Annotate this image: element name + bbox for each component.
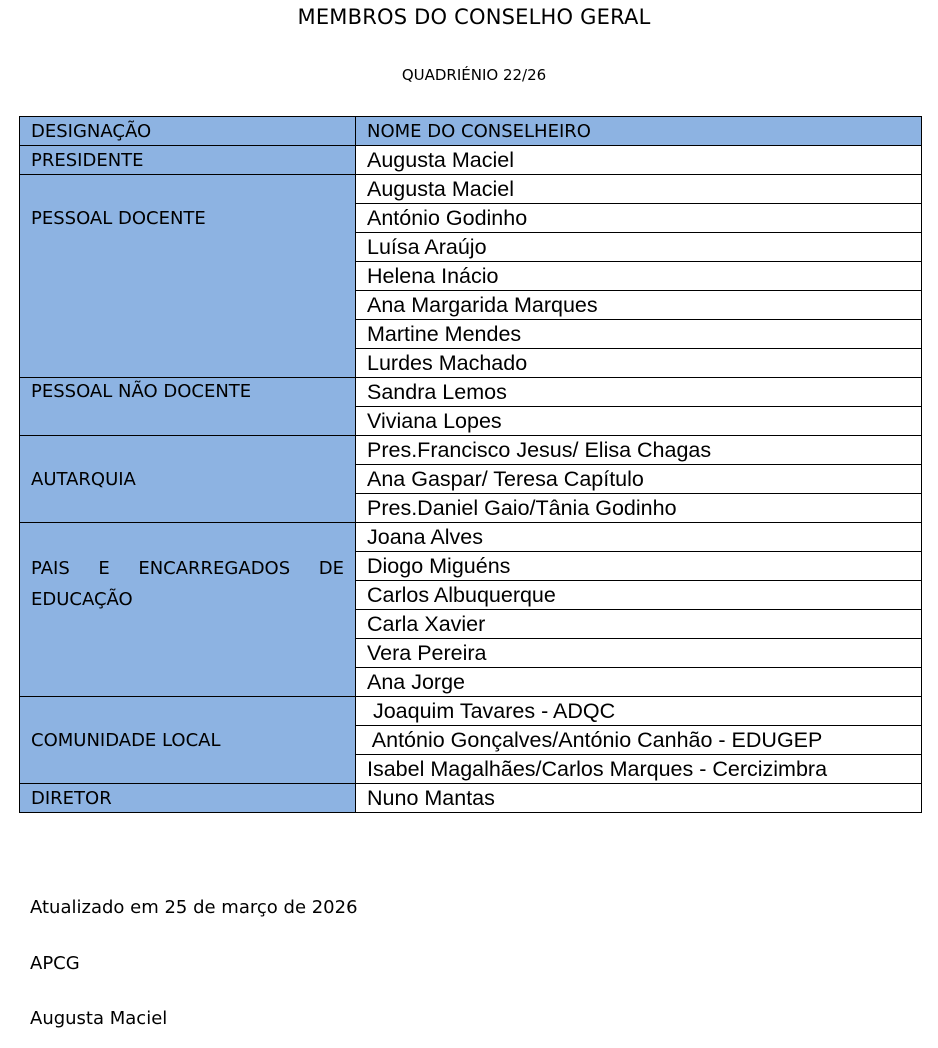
document-title: MEMBROS DO CONSELHO GERAL: [297, 5, 651, 29]
table-row: [20, 436, 922, 465]
table-header-row: [20, 117, 922, 146]
member-name: Ana Jorge: [356, 668, 922, 697]
member-name: Augusta Maciel: [356, 175, 922, 204]
designation-teaching-staff: PESSOAL DOCENTE: [20, 175, 356, 378]
member-name: Luísa Araújo: [356, 233, 922, 262]
designation-municipality: AUTARQUIA: [20, 436, 356, 523]
member-name: Joana Alves: [356, 523, 922, 552]
designation-director: DIRETOR: [20, 784, 356, 813]
member-name: Helena Inácio: [356, 262, 922, 291]
member-name: Pres.Daniel Gaio/Tânia Godinho: [356, 494, 922, 523]
designation-local-community: COMUNIDADE LOCAL: [20, 697, 356, 784]
table-row: [20, 697, 922, 726]
document-subtitle: QUADRIÉNIO 22/26: [401, 66, 547, 84]
member-name: Sandra Lemos: [356, 378, 922, 407]
member-name: Nuno Mantas: [356, 784, 922, 813]
member-name: Lurdes Machado: [356, 349, 922, 378]
table-row: [20, 146, 922, 175]
header-designation: DESIGNAÇÃO: [20, 117, 356, 146]
table-row: [20, 523, 922, 552]
member-name: António Godinho: [356, 204, 922, 233]
member-name: Diogo Miguéns: [356, 552, 922, 581]
table-row: [20, 175, 922, 204]
update-date: Atualizado em 25 de março de 2026: [30, 897, 358, 918]
member-name: António Gonçalves/António Canhão - EDUGEP: [356, 726, 922, 755]
table-row: [20, 784, 922, 813]
members-table: [19, 116, 922, 813]
member-name: Isabel Magalhães/Carlos Marques - Cercizimbra: [356, 755, 922, 784]
member-name: Joaquim Tavares - ADQC: [356, 697, 922, 726]
member-name: Augusta Maciel: [356, 146, 922, 175]
member-name: Viviana Lopes: [356, 407, 922, 436]
member-name: Ana Gaspar/ Teresa Capítulo: [356, 465, 922, 494]
member-name: Ana Margarida Marques: [356, 291, 922, 320]
member-name: Vera Pereira: [356, 639, 922, 668]
designation-parents: PAIS E ENCARREGADOS DE EDUCAÇÃO: [20, 523, 356, 697]
member-name: Pres.Francisco Jesus/ Elisa Chagas: [356, 436, 922, 465]
member-name: Carla Xavier: [356, 610, 922, 639]
organization: APCG: [30, 953, 80, 974]
table-row: [20, 378, 922, 407]
signature-name: Augusta Maciel: [30, 1008, 168, 1029]
designation-non-teaching-staff: PESSOAL NÃO DOCENTE: [20, 378, 356, 436]
member-name: Carlos Albuquerque: [356, 581, 922, 610]
designation-president: PRESIDENTE: [20, 146, 356, 175]
member-name: Martine Mendes: [356, 320, 922, 349]
header-member-name: NOME DO CONSELHEIRO: [356, 117, 922, 146]
